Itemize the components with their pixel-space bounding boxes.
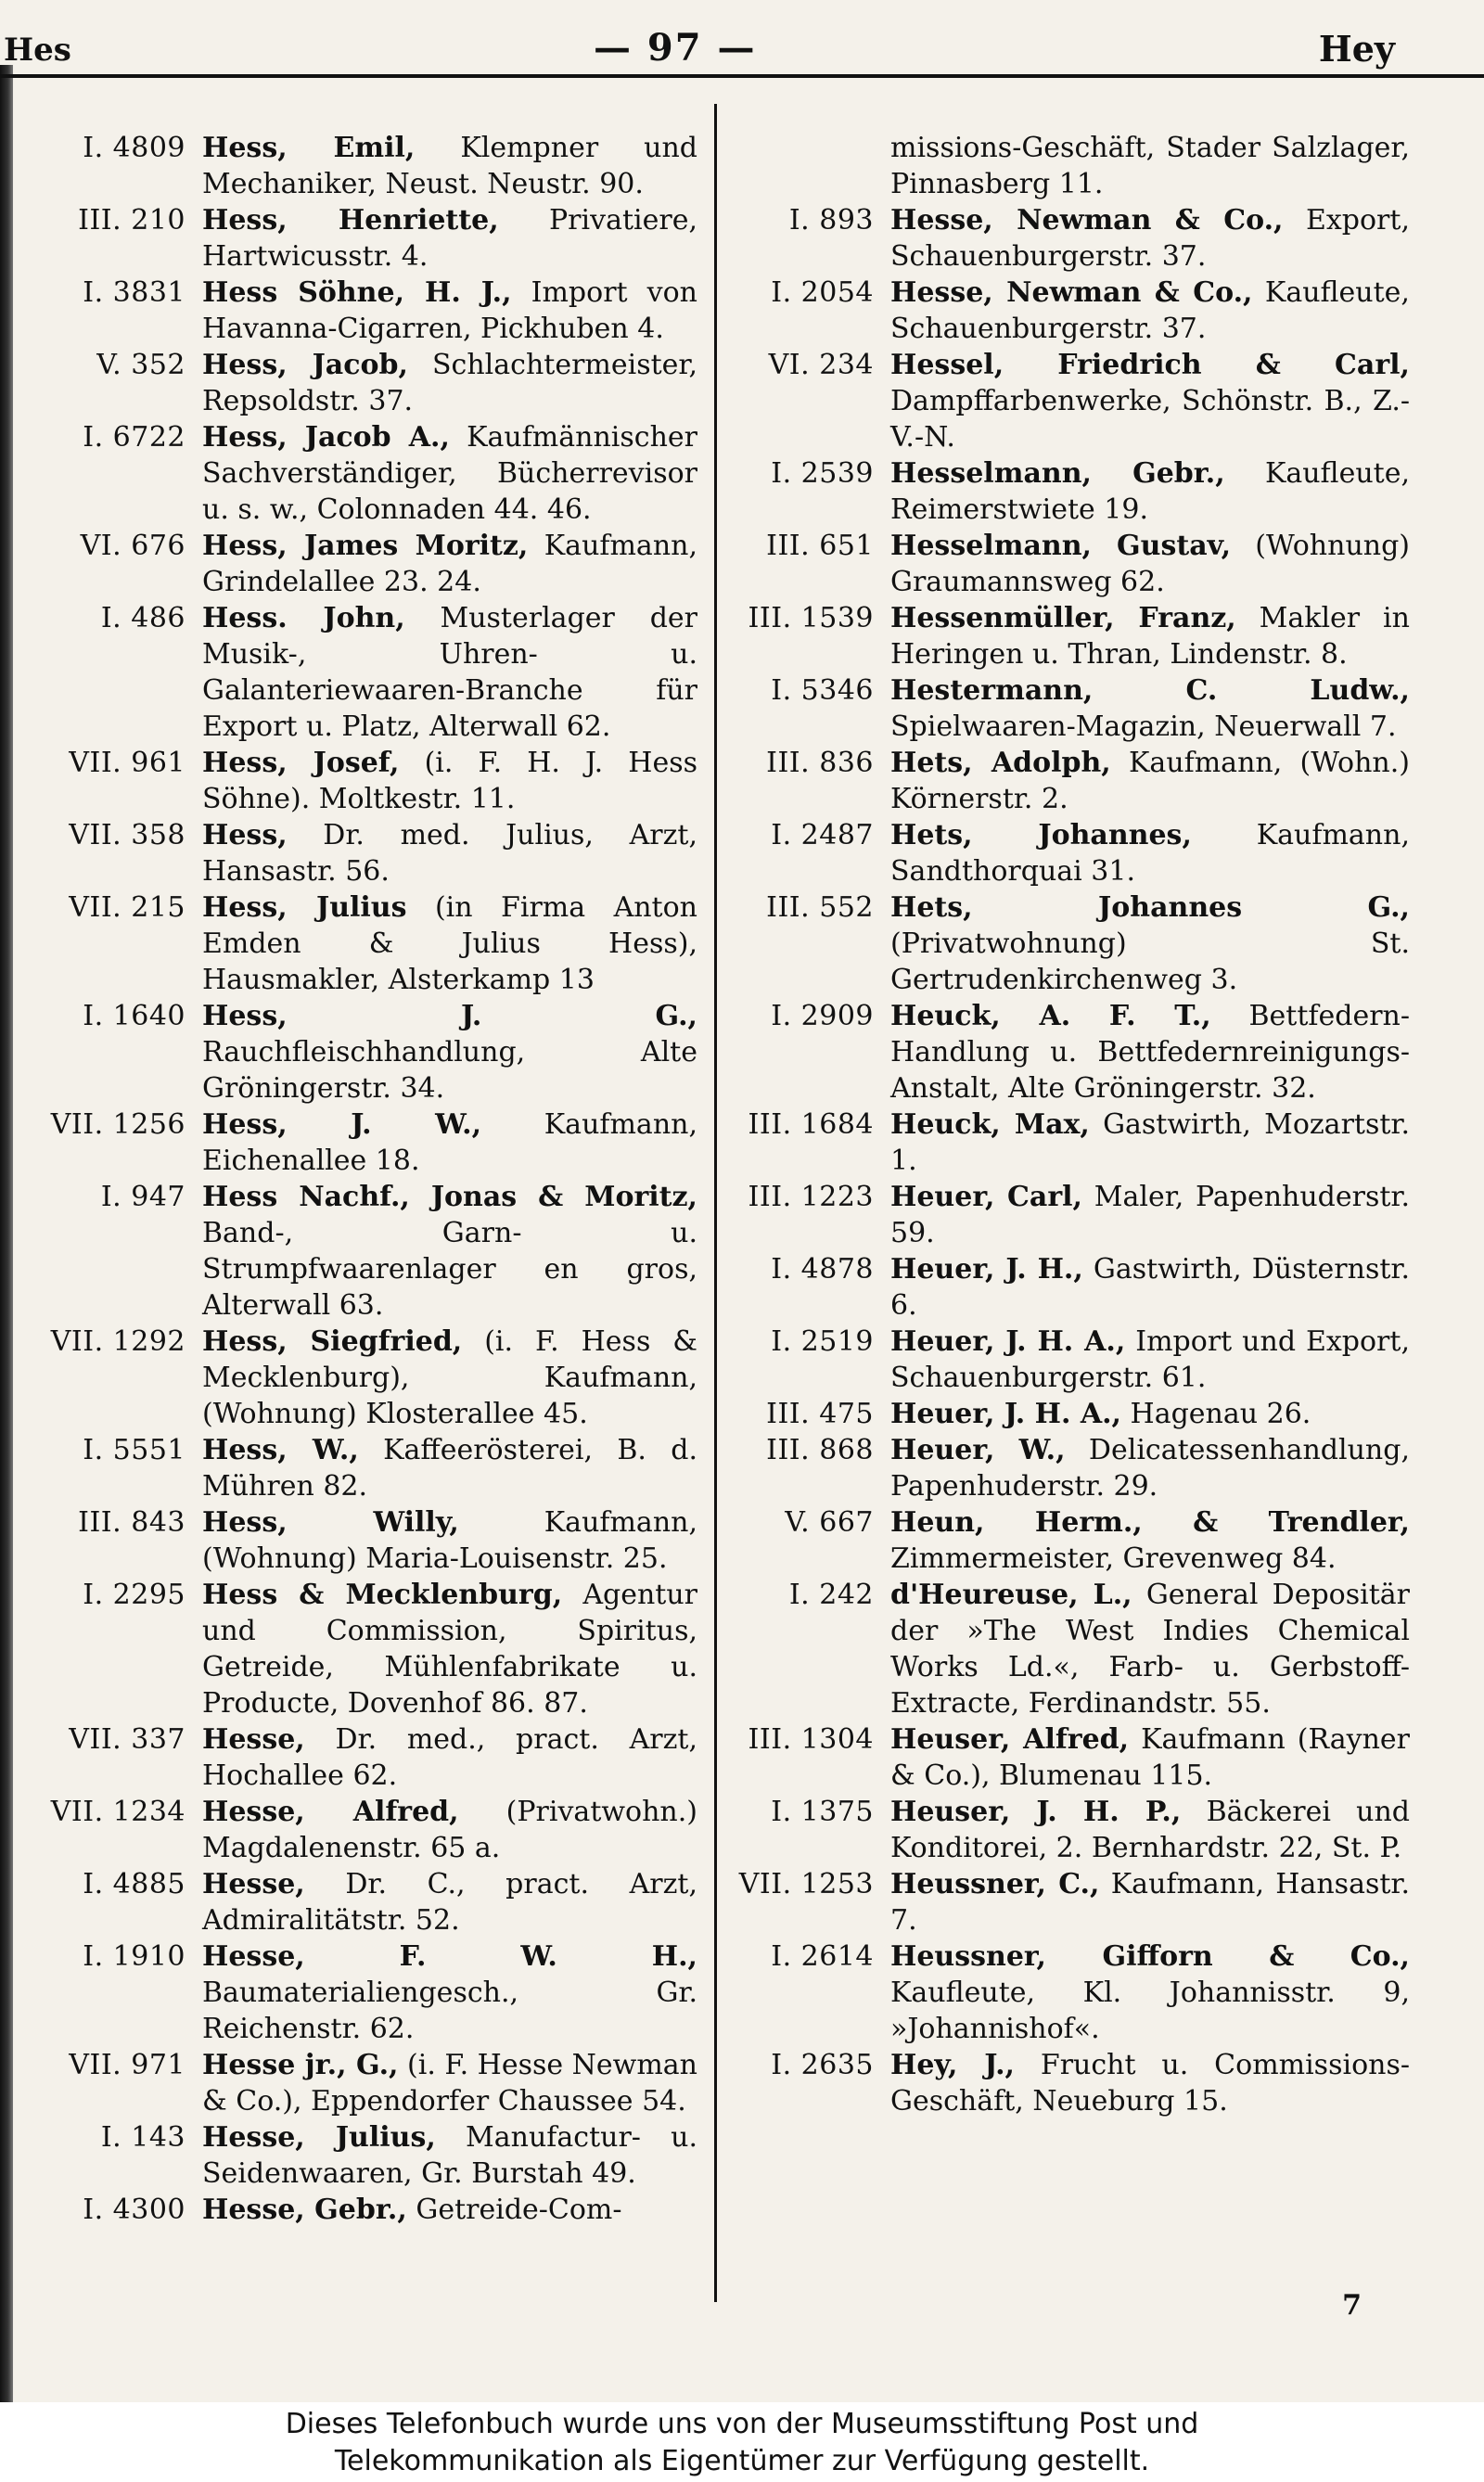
subscriber-name: Hets, Adolph,: [890, 747, 1111, 779]
subscriber-details: Hagenau 26.: [1130, 1398, 1311, 1430]
signature-number: 7: [1342, 2289, 1362, 2322]
entry-text: [890, 1866, 1410, 1938]
header-right-keyword: Hey: [1318, 28, 1395, 70]
subscriber-details: Privatiere, Hartwicusstr. 4.: [202, 204, 697, 273]
subscriber-details: Dr. med. Julius, Arzt, Hansastr. 56.: [202, 819, 697, 888]
directory-entry: [20, 1721, 697, 1794]
entry-text: [202, 2192, 697, 2228]
directory-entry: [723, 2047, 1410, 2119]
subscriber-details: Dr. C., pract. Arzt, Admiralitätstr. 52.: [202, 1868, 697, 1937]
subscriber-name: Hess & Mecklenburg,: [202, 1579, 563, 1611]
directory-entry: [20, 889, 697, 998]
phone-number: VII. 1234: [50, 1796, 186, 1828]
directory-entry: [20, 275, 697, 347]
phone-number: III. 1684: [748, 1108, 874, 1141]
subscriber-details: (i. F. H. J. Hess Söhne). Moltkestr. 11.: [202, 747, 697, 815]
subscriber-name: Hets, Johannes,: [890, 819, 1192, 851]
subscriber-name: Hess, Henriette,: [202, 204, 499, 237]
directory-entry: [20, 1324, 697, 1432]
phone-number: I. 2295: [83, 1579, 186, 1611]
entry-text: [202, 1577, 697, 1721]
directory-entry: [20, 1577, 697, 1721]
directory-entry: [723, 1396, 1410, 1432]
subscriber-name: Hesse, Alfred,: [202, 1796, 459, 1828]
entry-text: [890, 1794, 1410, 1866]
subscriber-name: Heussner, Gifforn & Co.,: [890, 1940, 1410, 1973]
phone-number: I. 4885: [83, 1868, 186, 1900]
directory-entry: [723, 1107, 1410, 1179]
subscriber-name: Heun, Herm., & Trendler,: [890, 1506, 1410, 1539]
subscriber-details: Manufactur- u. Seidenwaaren, Gr. Burstah 49.: [202, 2121, 697, 2190]
subscriber-name: Hess, Josef,: [202, 747, 400, 779]
entry-text: [202, 1938, 697, 2047]
phone-number: III. 868: [766, 1434, 874, 1466]
subscriber-details: Zimmermeister, Grevenweg 84.: [890, 1542, 1337, 1575]
directory-entry: [20, 202, 697, 275]
subscriber-details: Import und Export, Schauenburgerstr. 61.: [890, 1325, 1410, 1394]
directory-entry: [723, 672, 1410, 745]
subscriber-details: Gastwirth, Mozartstr. 1.: [890, 1108, 1410, 1177]
entry-text: [890, 672, 1410, 745]
phone-number: III. 843: [78, 1506, 186, 1539]
directory-entry: [723, 1721, 1410, 1794]
entry-text: [890, 275, 1410, 347]
directory-entry: [723, 745, 1410, 817]
phone-number: VI. 676: [80, 530, 186, 562]
column-divider: [714, 104, 717, 2302]
page-header: [0, 26, 1484, 72]
subscriber-name: Heuer, J. H. A.,: [890, 1325, 1126, 1358]
subscriber-details: Kaufmann, Eichenallee 18.: [202, 1108, 697, 1177]
subscriber-name: Heuer, W.,: [890, 1434, 1066, 1466]
subscriber-details: Kaufleute, Kl. Johannisstr. 9, »Johannishof«.: [890, 1977, 1410, 2045]
phone-number: I. 2487: [771, 819, 874, 851]
binding-edge: [0, 65, 13, 2402]
entry-text: [890, 998, 1410, 1107]
header-page-number: — 97 —: [594, 26, 757, 70]
header-rule: [0, 74, 1484, 78]
subscriber-details: Dr. med., pract. Arzt, Hochallee 62.: [202, 1723, 697, 1792]
directory-entry: [723, 1504, 1410, 1577]
phone-number: VII. 1256: [50, 1108, 186, 1141]
directory-entry: [20, 1432, 697, 1504]
directory-entry: [20, 130, 697, 202]
footer-notice: [0, 2402, 1484, 2482]
phone-number: I. 5551: [83, 1434, 186, 1466]
subscriber-name: Hessel, Friedrich & Carl,: [890, 349, 1410, 381]
footer-line-1: Dieses Telefonbuch wurde uns von der Museumsstiftung Post und: [285, 2408, 1199, 2440]
subscriber-details: Getreide-Com-: [416, 2194, 622, 2226]
phone-number: I. 2909: [771, 1000, 874, 1032]
subscriber-name: d'Heureuse, L.,: [890, 1579, 1132, 1611]
phone-number: III. 1304: [748, 1723, 874, 1756]
subscriber-name: Hess,: [202, 819, 288, 851]
subscriber-details: Frucht u. Commissions-Geschäft, Neueburg 15.: [890, 2049, 1410, 2117]
subscriber-details: Import von Havanna-Cigarren, Pickhuben 4.: [202, 276, 697, 345]
subscriber-details: Kaufmann (Rayner & Co.), Blumenau 115.: [890, 1723, 1410, 1792]
entry-text: [890, 2047, 1410, 2119]
entry-text: [890, 1721, 1410, 1794]
directory-entry: [20, 347, 697, 419]
subscriber-name: Hestermann, C. Ludw.,: [890, 674, 1410, 707]
subscriber-details: Gastwirth, Düsternstr. 6.: [890, 1253, 1410, 1322]
directory-entry: [20, 745, 697, 817]
subscriber-name: Heuser, J. H. P.,: [890, 1796, 1182, 1828]
entry-text: [202, 600, 697, 745]
directory-entry: [20, 1794, 697, 1866]
subscriber-name: Hesselmann, Gustav,: [890, 530, 1232, 562]
phone-number: I. 1640: [83, 1000, 186, 1032]
subscriber-details: Band-, Garn- u. Strumpfwaarenlager en gros, Alterwall 63.: [202, 1217, 697, 1322]
entry-text: [890, 528, 1410, 600]
entry-text: [202, 528, 697, 600]
phone-number: VII. 358: [69, 819, 186, 851]
phone-number: VII. 215: [69, 891, 186, 924]
subscriber-name: Heuck, A. F. T.,: [890, 1000, 1211, 1032]
phone-number: I. 4878: [771, 1253, 874, 1286]
phone-number: VII. 961: [69, 747, 186, 779]
directory-entry: [20, 1179, 697, 1324]
entry-text: [202, 817, 697, 889]
phone-number: I. 486: [100, 602, 186, 634]
entry-text: [890, 1179, 1410, 1251]
subscriber-name: Hesse, Gebr.,: [202, 2194, 407, 2226]
subscriber-details: Kaufmann, Sandthorquai 31.: [890, 819, 1410, 888]
right-column: [723, 130, 1410, 2119]
phone-number: VII. 337: [69, 1723, 186, 1756]
subscriber-details: Kaufmann, Grindelallee 23. 24.: [202, 530, 697, 598]
subscriber-name: Hess, J. G.,: [202, 1000, 697, 1032]
subscriber-name: Heuer, J. H.,: [890, 1253, 1083, 1286]
subscriber-details: Schlachtermeister, Repsoldstr. 37.: [202, 349, 697, 417]
subscriber-name: Hess, W.,: [202, 1434, 359, 1466]
subscriber-name: Hesse, Newman & Co.,: [890, 204, 1284, 237]
subscriber-name: Hess, J. W.,: [202, 1108, 482, 1141]
subscriber-name: Hesse, Julius,: [202, 2121, 436, 2154]
entry-text: [202, 2047, 697, 2119]
entry-text: [202, 745, 697, 817]
subscriber-details: Baumaterialiengesch., Gr. Reichenstr. 62.: [202, 1977, 697, 2045]
entry-text: [890, 889, 1410, 998]
phone-number: III. 836: [766, 747, 874, 779]
subscriber-name: Hesse,: [202, 1868, 305, 1900]
subscriber-details: Rauchfleischhandlung, Alte Gröningerstr. 34.: [202, 1036, 697, 1105]
entry-text: [202, 130, 697, 202]
subscriber-details: General Depositär der »The West Indies Chemical Works Ld.«, Farb- u. Gerbstoff-Extracte, Ferdinandstr. 55.: [890, 1579, 1410, 1720]
entry-text: [202, 1866, 697, 1938]
subscriber-details: missions-Geschäft, Stader Salzlager, Pinnasberg 11.: [890, 132, 1410, 200]
directory-entry: [723, 455, 1410, 528]
subscriber-name: Hess, Julius: [202, 891, 407, 924]
directory-entry: [20, 419, 697, 528]
subscriber-name: Heuser, Alfred,: [890, 1723, 1130, 1756]
entry-text: [202, 2119, 697, 2192]
directory-entry: [20, 1938, 697, 2047]
subscriber-name: Heuer, Carl,: [890, 1181, 1083, 1213]
subscriber-name: Hets, Johannes G.,: [890, 891, 1410, 924]
directory-entry: [723, 347, 1410, 455]
subscriber-details: Bettfedern-Handlung u. Bettfedernreinigungs-Anstalt, Alte Gröningerstr. 32.: [890, 1000, 1410, 1105]
phone-number: V. 667: [785, 1506, 874, 1539]
phone-number: III. 1539: [748, 602, 874, 634]
entry-text: [202, 347, 697, 419]
subscriber-name: Hesse, Newman & Co.,: [890, 276, 1253, 309]
subscriber-details: Kaufleute, Reimerstwiete 19.: [890, 457, 1410, 526]
left-column: [20, 130, 697, 2228]
phone-number: I. 5346: [771, 674, 874, 707]
phone-number: I. 947: [100, 1181, 186, 1213]
directory-entry: [723, 1179, 1410, 1251]
subscriber-details: Maler, Papenhuderstr. 59.: [890, 1181, 1410, 1249]
directory-entry: [20, 1866, 697, 1938]
subscriber-name: Hess Söhne, H. J.,: [202, 276, 512, 309]
phone-number: III. 552: [766, 891, 874, 924]
subscriber-details: Kaufleute, Schauenburgerstr. 37.: [890, 276, 1410, 345]
directory-entry: [20, 2119, 697, 2192]
directory-entry: [723, 1794, 1410, 1866]
directory-entry: [20, 528, 697, 600]
subscriber-name: Hesse,: [202, 1723, 305, 1756]
directory-entry: [20, 998, 697, 1107]
directory-entry: [723, 1577, 1410, 1721]
entry-text: [202, 419, 697, 528]
directory-entry: [723, 130, 1410, 202]
phone-number: I. 2614: [771, 1940, 874, 1973]
directory-entry: [723, 1432, 1410, 1504]
subscriber-details: Klempner und Mechaniker, Neust. Neustr. 90.: [202, 132, 697, 200]
header-left-keyword: Hes: [4, 32, 71, 69]
entry-text: [202, 889, 697, 998]
entry-text: [890, 1432, 1410, 1504]
entry-text: [890, 455, 1410, 528]
subscriber-details: (i. F. Hesse Newman & Co.), Eppendorfer Chaussee 54.: [202, 2049, 698, 2117]
directory-entry: [20, 600, 697, 745]
subscriber-details: Musterlager der Musik-, Uhren- u. Galanteriewaaren-Branche für Export u. Platz, Alterwall 62.: [202, 602, 697, 743]
entry-text: [890, 1324, 1410, 1396]
directory-entry: [723, 528, 1410, 600]
phone-number: I. 4300: [83, 2194, 186, 2226]
subscriber-details: (in Firma Anton Emden & Julius Hess), Hausmakler, Alsterkamp 13: [202, 891, 697, 996]
subscriber-details: (Wohnung) Graumannsweg 62.: [890, 530, 1410, 598]
subscriber-name: Hess, Siegfried,: [202, 1325, 463, 1358]
subscriber-name: Hey, J.,: [890, 2049, 1015, 2081]
subscriber-details: Kaufmann, (Wohnung) Maria-Louisenstr. 25.: [202, 1506, 697, 1575]
phone-number: I. 1375: [771, 1796, 874, 1828]
directory-entry: [723, 889, 1410, 998]
directory-entry: [723, 600, 1410, 672]
entry-text: [890, 1396, 1410, 1432]
directory-entry: [20, 2192, 697, 2228]
phone-number: VI. 234: [768, 349, 874, 381]
subscriber-details: Agentur und Commission, Spiritus, Getreide, Mühlenfabrikate u. Producte, Dovenhof 86. 87.: [202, 1579, 697, 1720]
entry-text: [890, 745, 1410, 817]
subscriber-details: (Privatwohn.) Magdalenenstr. 65 a.: [202, 1796, 697, 1864]
entry-text: [890, 1938, 1410, 2047]
phone-number: III. 651: [766, 530, 874, 562]
phone-number: III. 475: [766, 1398, 874, 1430]
phone-number: I. 1910: [83, 1940, 186, 1973]
entry-text: [202, 1324, 697, 1432]
entry-text: [202, 1432, 697, 1504]
entry-text: [890, 817, 1410, 889]
subscriber-details: Makler in Heringen u. Thran, Lindenstr. 8.: [890, 602, 1410, 671]
phone-number: VII. 1253: [738, 1868, 874, 1900]
subscriber-name: Hess, Emil,: [202, 132, 416, 164]
directory-entry: [723, 1938, 1410, 2047]
subscriber-name: Hess, Jacob A.,: [202, 421, 450, 454]
phone-number: III. 210: [78, 204, 186, 237]
directory-entry: [723, 1866, 1410, 1938]
footer-line-2: Telekommunikation als Eigentümer zur Verfügung gestellt.: [334, 2445, 1150, 2477]
subscriber-details: Bäckerei und Konditorei, 2. Bernhardstr. 22, St. P.: [890, 1796, 1411, 1864]
directory-entry: [20, 817, 697, 889]
entry-text: [202, 275, 697, 347]
subscriber-details: Delicatessenhandlung, Papenhuderstr. 29.: [890, 1434, 1410, 1503]
directory-entry: [723, 998, 1410, 1107]
entry-text: [202, 1721, 697, 1794]
phone-number: I. 4809: [83, 132, 186, 164]
subscriber-name: Heuck, Max,: [890, 1108, 1090, 1141]
phone-number: I. 242: [788, 1579, 874, 1611]
directory-entry: [20, 1107, 697, 1179]
subscriber-name: Hess, James Moritz,: [202, 530, 529, 562]
directory-entry: [723, 817, 1410, 889]
subscriber-details: Kaffeerösterei, B. d. Mühren 82.: [202, 1434, 697, 1503]
entry-text: [890, 600, 1410, 672]
subscriber-name: Hesse jr., G.,: [202, 2049, 399, 2081]
directory-entry: [20, 2047, 697, 2119]
directory-entry: [723, 1324, 1410, 1396]
directory-entry: [723, 202, 1410, 275]
phone-number: I. 3831: [83, 276, 186, 309]
subscriber-details: (i. F. Hess & Mecklenburg), Kaufmann, (Wohnung) Klosterallee 45.: [202, 1325, 697, 1430]
subscriber-details: Spielwaaren-Magazin, Neuerwall 7.: [890, 710, 1397, 743]
subscriber-name: Hessenmüller, Franz,: [890, 602, 1236, 634]
subscriber-name: Heussner, C.,: [890, 1868, 1100, 1900]
subscriber-name: Hesselmann, Gebr.,: [890, 457, 1225, 490]
directory-entry: [20, 1504, 697, 1577]
phone-number: I. 2539: [771, 457, 874, 490]
phone-number: I. 2519: [771, 1325, 874, 1358]
entry-text: [890, 1577, 1410, 1721]
entry-text: [202, 1504, 697, 1577]
phone-number: I. 2635: [771, 2049, 874, 2081]
subscriber-details: Kaufmann, (Wohn.) Körnerstr. 2.: [890, 747, 1410, 815]
entry-text: [890, 347, 1410, 455]
phone-number: III. 1223: [748, 1181, 874, 1213]
directory-entry: [723, 1251, 1410, 1324]
entry-text: [202, 202, 697, 275]
phone-number: I. 6722: [83, 421, 186, 454]
subscriber-name: Hess Nachf., Jonas & Moritz,: [202, 1181, 697, 1213]
entry-text: [202, 998, 697, 1107]
subscriber-name: Hess. John,: [202, 602, 405, 634]
entry-text: [890, 1504, 1410, 1577]
entry-text: [202, 1107, 697, 1179]
entry-text: [890, 130, 1410, 202]
phone-number: I. 143: [100, 2121, 186, 2154]
subscriber-details: Export, Schauenburgerstr. 37.: [890, 204, 1410, 273]
entry-text: [890, 1107, 1410, 1179]
phone-number: V. 352: [96, 349, 186, 381]
phone-number: VII. 1292: [50, 1325, 186, 1358]
phone-number: VII. 971: [69, 2049, 186, 2081]
subscriber-name: Heuer, J. H. A.,: [890, 1398, 1121, 1430]
subscriber-details: Kaufmännischer Sachverständiger, Bücherrevisor u. s. w., Colonnaden 44. 46.: [202, 421, 697, 526]
entry-text: [890, 1251, 1410, 1324]
subscriber-name: Hess, Willy,: [202, 1506, 459, 1539]
subscriber-name: Hesse, F. W. H.,: [202, 1940, 697, 1973]
entry-text: [890, 202, 1410, 275]
entry-text: [202, 1794, 697, 1866]
subscriber-name: Hess, Jacob,: [202, 349, 408, 381]
subscriber-details: (Privatwohnung) St. Gertrudenkirchenweg 3.: [890, 928, 1410, 996]
phone-number: I. 2054: [771, 276, 874, 309]
subscriber-details: Kaufmann, Hansastr. 7.: [890, 1868, 1410, 1937]
subscriber-details: Dampffarbenwerke, Schönstr. B., Z.-V.-N.: [890, 385, 1410, 454]
phone-number: I. 893: [788, 204, 874, 237]
directory-entry: [723, 275, 1410, 347]
entry-text: [202, 1179, 697, 1324]
